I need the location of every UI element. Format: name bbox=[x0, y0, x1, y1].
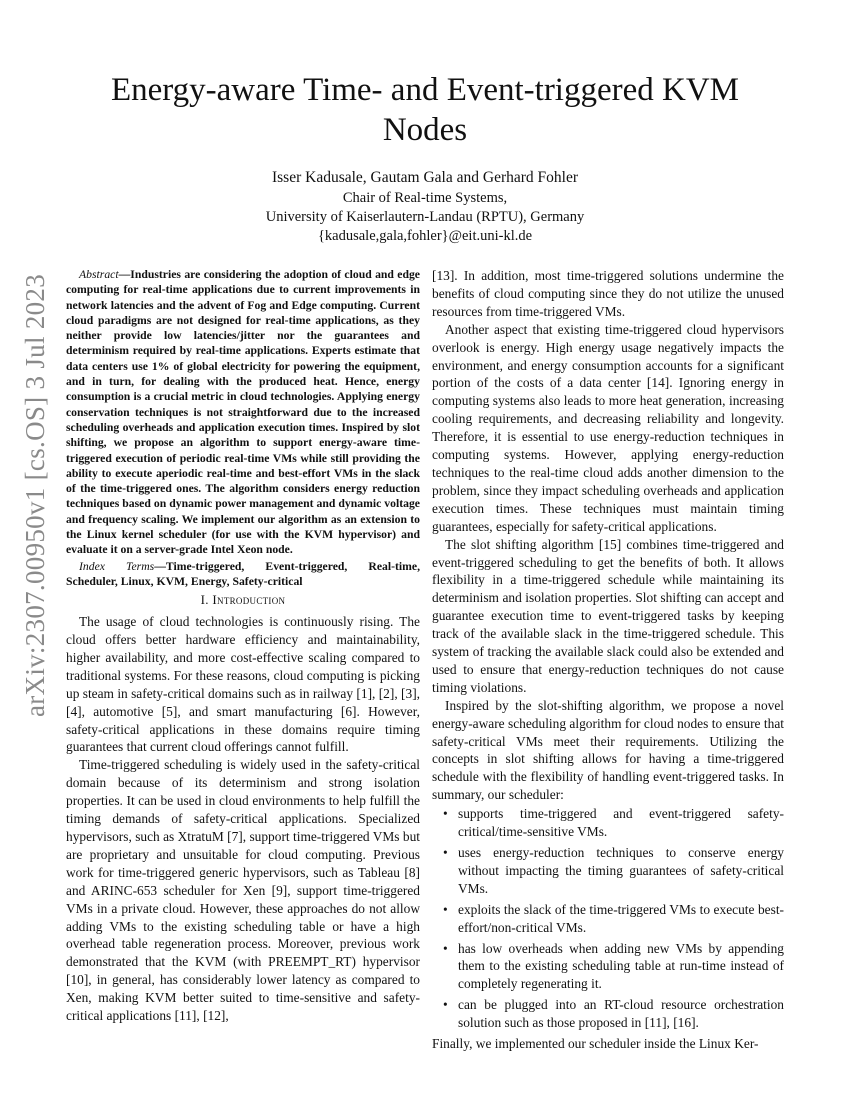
list-item: • exploits the slack of the time-triggered VMs to execute best-effort/non-critical VMs. bbox=[458, 901, 784, 937]
intro-paragraph-1: The usage of cloud technologies is continuously rising. The cloud offers better hardware efficiency and maintainability, higher availability, and more cost-effective scaling compared to traditional systems. For these reasons, cloud computing is picking up steam in safety-critical domains such as in railway [1], [2], [3], [4], automotive [5], and smart manufacturing [6]. However, safety-critical applications in these domains require timing guarantees that current cloud offerings cannot fulfill. bbox=[66, 614, 420, 755]
intro-paragraph-final: Finally, we implemented our scheduler inside the Linux Ker- bbox=[432, 1036, 759, 1052]
arxiv-sidebar-stamp bbox=[14, 273, 58, 717]
list-item: • has low overheads when adding new VMs by appending them to the existing scheduling table at run-time instead of completely regenerating it. bbox=[458, 940, 784, 994]
affiliation-line-1: Chair of Real-time Systems, bbox=[342, 190, 508, 206]
arxiv-identifier: arXiv:2307.00950v1 [cs.OS] 3 Jul 2023 bbox=[20, 273, 51, 717]
abstract bbox=[66, 267, 420, 558]
paper-title: Energy-aware Time- and Event-triggered KVM Nodes bbox=[110, 72, 740, 148]
index-terms-label: Index Terms bbox=[79, 559, 155, 573]
index-terms bbox=[66, 559, 420, 590]
intro-paragraph-energy: Another aspect that existing time-triggered cloud hypervisors overlook is energy. High energy usage negatively impacts the environment, and energy consumption accounts for a significant portion of the costs of a data center [14]. Ignoring energy in computing systems also leads to more heat generation, increasing cooling requirements, and decreasing reliability and longevity. Therefore, it is essential to use energy-reduction techniques in computing systems. However, applying energy-reduction techniques to the real-time cloud adds another dimension to the problem, since they impact scheduling overheads and application execution times. These techniques must maintain timing guarantees, especially for safety-critical applications. bbox=[432, 321, 784, 534]
contribution-list bbox=[432, 805, 784, 1032]
author-block bbox=[150, 168, 700, 246]
list-item: • supports time-triggered and event-triggered safety-critical/time-sensitive VMs. bbox=[458, 805, 784, 841]
list-item: • uses energy-reduction techniques to conserve energy without impacting the timing guarantees of safety-critical VMs. bbox=[458, 844, 784, 898]
abstract-label: Abstract bbox=[79, 268, 119, 281]
list-item: • can be plugged into an RT-cloud resource orchestration solution such as those proposed in [11], [16]. bbox=[458, 996, 784, 1032]
intro-paragraph-slot-shifting: The slot shifting algorithm [15] combines time-triggered and event-triggered scheduling to get the benefits of both. It allows flexibility in a time-triggered schedule while maintaining its determinism and isolation properties. Slot shifting can accept and guarantee execution time to event-triggered tasks by keeping track of the available slack in the time-triggered schedule. This system of tracking the available slack could also be extended and used to ensure that energy-reduction techniques do not cause timing violations. bbox=[432, 536, 784, 695]
abstract-text: —Industries are considering the adoption of cloud and edge computing for real-time applications due to current improvements in network latencies and the advent of Fog and Edge computing. Current cloud paradigms are not designed for real-time applications, as they neither provide low latencies/jitter nor the guarantees and determinism required by real-time applications. Experts estimate that data centers use 1% of global electricity for powering the equipment, and in turn, for dealing with the produced heat. Hence, energy consumption is a crucial metric in cloud technologies. Applying energy conservation techniques is not straightforward due to the increased scheduling overheads and application execution times. Inspired by slot shifting, we propose an algorithm to support energy-aware time-triggered execution of periodic real-time VMs while still providing the ability to execute aperiodic real-time and best-effort VMs in the slack of the time-triggered ones. The algorithm considers energy reduction techniques based on dynamic power management and dynamic voltage and frequency scaling. We implement our algorithm as an extension to the Linux kernel scheduler (for use with the KVM hypervisor) and evaluate it on a server-grade Intel Xeon node. bbox=[66, 268, 420, 557]
author-names: Isser Kadusale, Gautam Gala and Gerhard Fohler bbox=[271, 169, 578, 186]
left-column bbox=[66, 267, 420, 1025]
section-heading-introduction: I. Introduction bbox=[200, 592, 286, 608]
index-terms-text: —Time-triggered, Event-triggered, Real-time, Scheduler, Linux, KVM, Energy, Safety-critical bbox=[66, 559, 420, 588]
author-email: {kadusale,gala,fohler}@eit.uni-kl.de bbox=[317, 228, 533, 244]
intro-paragraph-2: Time-triggered scheduling is widely used in the safety-critical domain because of its determinism and strong isolation properties. It can be used in cloud environments to help fulfill the timing demands of safety-critical applications. Specialized hypervisors, such as XtratuM [7], support time-triggered VMs but are proprietary and unsuitable for cloud computing. Previous work for time-triggered generic hypervisors, such as Tableau [8] and ARINC-653 scheduler for Xen [9], support time-triggered VMs in a private cloud. However, these approaches do not allow adding VMs to the existing scheduling table or have a high overhead table regeneration process. Moreover, previous work demonstrated that the KVM (with PREEMPT_RT) hypervisor [10], in general, has considerably lower latency as compared to Xen, making KVM better suited to time-sensitive and safety-critical applications [11], [12], bbox=[66, 757, 420, 1024]
intro-paragraph-proposal: Inspired by the slot-shifting algorithm, we propose a novel energy-aware scheduling algorithm for cloud nodes to ensure that safety-critical VMs meet their requirements. Utilizing the concepts in slot shifting allows for having a time-triggered schedule with the flexibility of handling event-triggered tasks. In summary, our scheduler: bbox=[432, 697, 784, 803]
affiliation-line-2: University of Kaiserlautern-Landau (RPTU), Germany bbox=[265, 209, 585, 225]
intro-paragraph-2-continued: [13]. In addition, most time-triggered solutions undermine the benefits of cloud computing since they do not utilize the unused resources from time-triggered VMs. bbox=[432, 268, 784, 319]
right-column bbox=[432, 267, 784, 1053]
